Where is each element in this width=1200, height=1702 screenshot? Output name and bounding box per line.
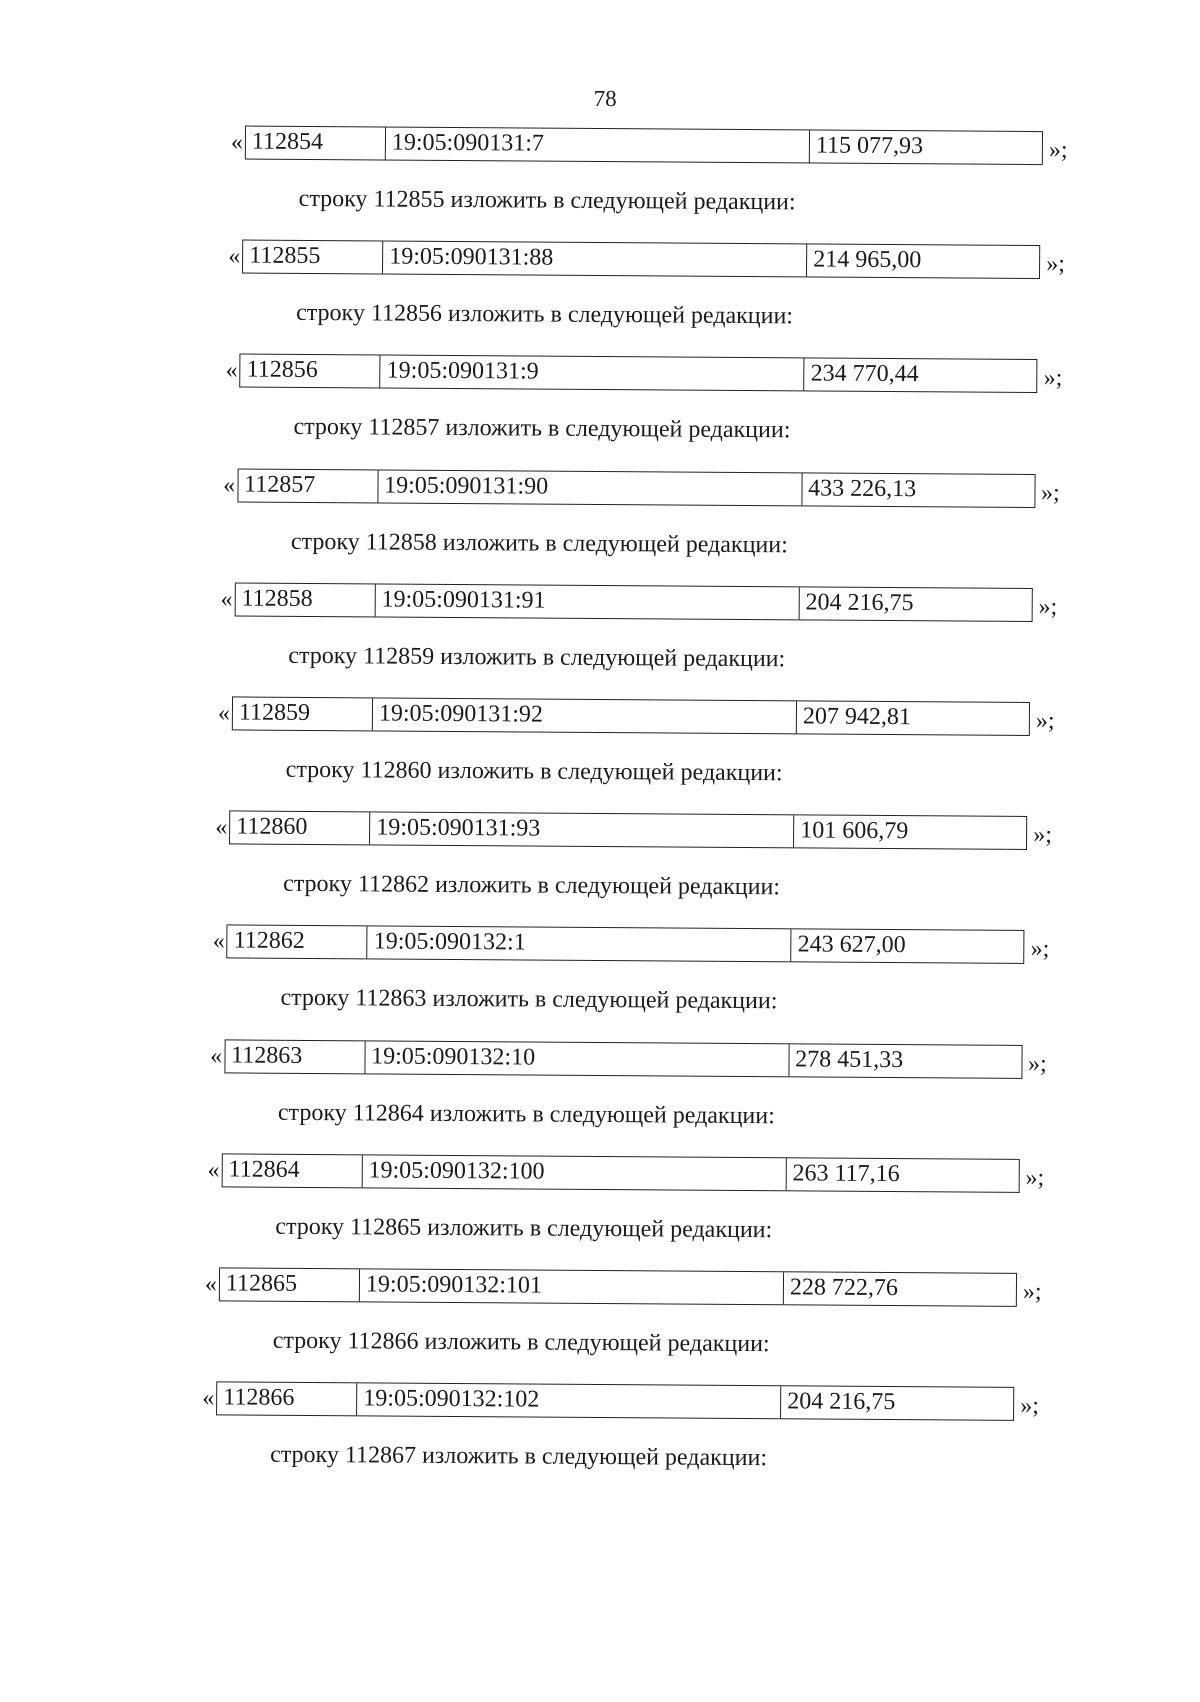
amendment-instruction: строку 112858 изложить в следующей редакции: <box>291 526 788 559</box>
amendment-instruction: строку 112863 изложить в следующей редакции: <box>280 983 777 1016</box>
row-number-cell: 112857 <box>238 469 378 502</box>
closing-quote: »; <box>1044 361 1063 395</box>
cadastral-value-cell: 228 722,76 <box>784 1272 1014 1306</box>
amendment-block <box>0 695 1200 827</box>
row-number-cell: 112865 <box>220 1268 360 1301</box>
amendment-block <box>0 1037 1199 1169</box>
opening-quote: « <box>211 810 227 844</box>
opening-quote: « <box>198 1381 214 1415</box>
closing-quote: »; <box>1036 704 1055 738</box>
amendment-block <box>3 238 1200 370</box>
cadastral-number-cell: 19:05:090131:88 <box>383 242 807 277</box>
row-table <box>216 1382 1014 1422</box>
cadastral-value-cell: 234 770,44 <box>805 359 1035 393</box>
closing-quote: »; <box>1028 1047 1047 1081</box>
opening-quote: « <box>219 468 235 502</box>
cadastral-number-cell: 19:05:090132:1 <box>368 927 792 962</box>
amendment-instruction: строку 112855 изложить в следующей редакции: <box>299 184 796 217</box>
row-number-cell: 112855 <box>243 241 383 274</box>
opening-quote: « <box>214 696 230 730</box>
amendment-block <box>1 581 1200 713</box>
amendment-block <box>0 923 1199 1055</box>
amendment-block <box>0 1380 1196 1512</box>
row-table <box>237 468 1035 508</box>
amendment-instruction: строку 112859 изложить в следующей редакции: <box>288 641 785 674</box>
amendment-block <box>3 352 1200 484</box>
cadastral-value-cell: 204 216,75 <box>781 1386 1011 1420</box>
opening-quote: « <box>216 582 232 616</box>
row-number-cell: 112854 <box>246 127 386 160</box>
closing-quote: »; <box>1033 818 1052 852</box>
opening-quote: « <box>206 1039 222 1073</box>
opening-quote: « <box>224 240 240 274</box>
amendment-instruction: строку 112857 изложить в следующей редакции: <box>293 412 790 445</box>
cadastral-number-cell: 19:05:090132:101 <box>360 1269 784 1304</box>
amendment-instruction: строку 112867 изложить в следующей редакции: <box>270 1440 767 1473</box>
amendment-instruction: строку 112864 изложить в следующей редакции: <box>278 1097 775 1130</box>
cadastral-value-cell: 207 942,81 <box>797 701 1027 735</box>
closing-quote: »; <box>1041 476 1060 510</box>
page-number: 78 <box>5 82 1200 116</box>
row-table <box>221 1153 1019 1193</box>
row-number-cell: 112866 <box>217 1383 357 1416</box>
closing-quote: »; <box>1023 1275 1042 1309</box>
amendment-instruction: строку 112856 изложить в следующей редакции: <box>296 298 793 331</box>
cadastral-number-cell: 19:05:090132:100 <box>362 1155 786 1190</box>
cadastral-value-cell: 214 965,00 <box>807 245 1037 279</box>
closing-quote: »; <box>1025 1161 1044 1195</box>
closing-quote: »; <box>1046 247 1065 281</box>
opening-quote: « <box>201 1267 217 1301</box>
row-table <box>224 1039 1022 1079</box>
cadastral-value-cell: 243 627,00 <box>792 930 1022 964</box>
opening-quote: « <box>203 1153 219 1187</box>
row-number-cell: 112860 <box>230 812 370 845</box>
amendment-block <box>0 1152 1198 1284</box>
cadastral-number-cell: 19:05:090131:9 <box>381 356 805 391</box>
amendment-instruction: строку 112862 изложить в следующей редакции: <box>283 869 780 902</box>
closing-quote: »; <box>1031 932 1050 966</box>
cadastral-value-cell: 101 606,79 <box>794 816 1024 850</box>
amendment-block <box>4 124 1200 256</box>
amendment-list <box>6 0 1200 4</box>
amendment-block <box>0 809 1200 941</box>
amendment-block <box>2 466 1200 598</box>
opening-quote: « <box>222 354 238 388</box>
opening-quote: « <box>227 125 243 159</box>
closing-quote: »; <box>1020 1389 1039 1423</box>
amendment-block <box>0 1266 1197 1398</box>
row-table <box>229 811 1027 851</box>
row-number-cell: 112856 <box>241 355 381 388</box>
row-table <box>245 126 1043 166</box>
cadastral-value-cell: 263 117,16 <box>786 1158 1016 1192</box>
cadastral-number-cell: 19:05:090131:92 <box>373 698 797 733</box>
row-table <box>219 1267 1017 1307</box>
cadastral-number-cell: 19:05:090131:91 <box>375 584 799 619</box>
cadastral-value-cell: 278 451,33 <box>789 1044 1019 1078</box>
row-table <box>232 696 1030 736</box>
cadastral-value-cell: 433 226,13 <box>802 473 1032 507</box>
row-table <box>234 582 1032 622</box>
row-table <box>227 925 1025 965</box>
closing-quote: »; <box>1049 133 1068 167</box>
cadastral-number-cell: 19:05:090132:102 <box>357 1384 781 1419</box>
row-number-cell: 112858 <box>235 583 375 616</box>
cadastral-number-cell: 19:05:090131:90 <box>378 470 802 505</box>
amendment-instruction: строку 112860 изложить в следующей редакции: <box>286 755 783 788</box>
cadastral-number-cell: 19:05:090132:10 <box>365 1041 789 1076</box>
closing-quote: »; <box>1038 590 1057 624</box>
amendment-instruction: строку 112866 изложить в следующей редакции: <box>273 1326 770 1359</box>
row-table <box>242 240 1040 280</box>
cadastral-value-cell: 204 216,75 <box>799 587 1029 621</box>
opening-quote: « <box>209 925 225 959</box>
cadastral-value-cell: 115 077,93 <box>810 130 1040 164</box>
row-number-cell: 112862 <box>228 926 368 959</box>
row-table <box>240 354 1038 394</box>
row-number-cell: 112864 <box>222 1154 362 1187</box>
cadastral-number-cell: 19:05:090131:93 <box>370 813 794 848</box>
cadastral-number-cell: 19:05:090131:7 <box>386 127 810 162</box>
row-number-cell: 112863 <box>225 1040 365 1073</box>
row-number-cell: 112859 <box>233 697 373 730</box>
amendment-instruction: строку 112865 изложить в следующей редакции: <box>275 1212 772 1245</box>
